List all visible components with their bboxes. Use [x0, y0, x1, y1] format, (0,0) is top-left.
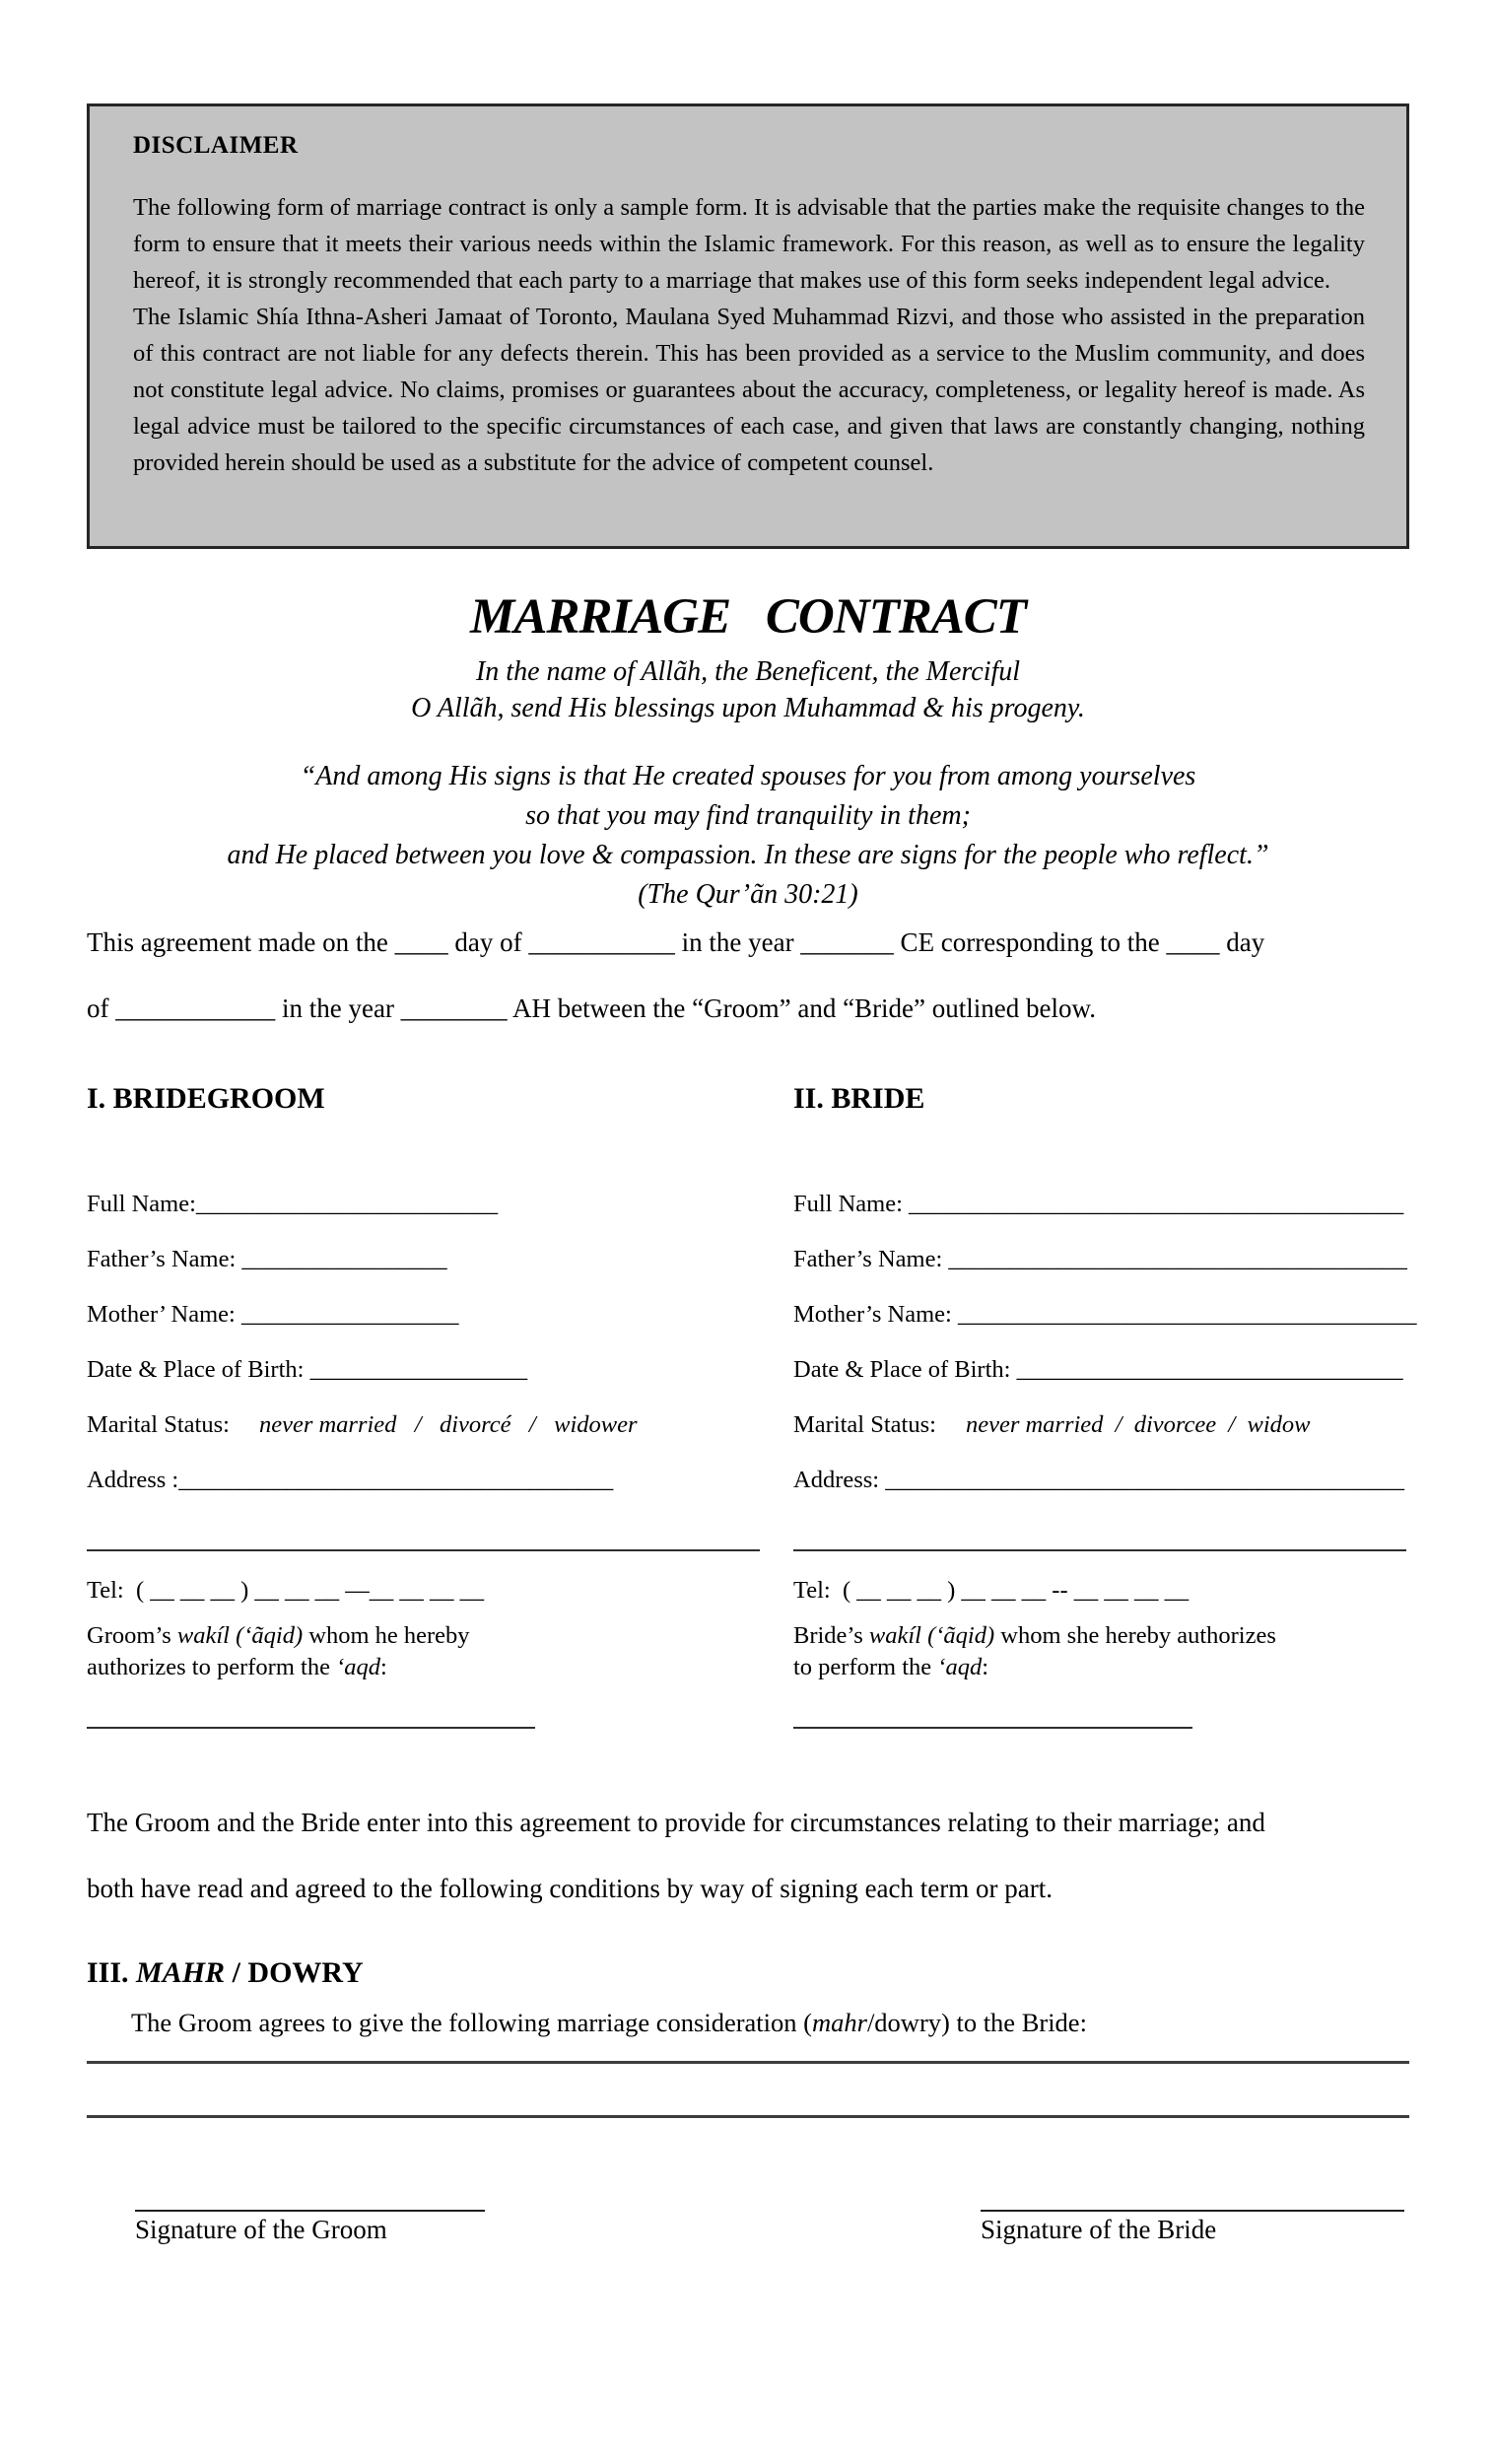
terms-line-2: both have read and agreed to the following conditions by way of signing each term or part. [87, 1874, 1053, 1903]
groom-marital-status-options: never married / divorcé / widower [258, 1411, 638, 1438]
groom-marital-status-label: Marital Status: [87, 1411, 230, 1438]
agreement-intro [87, 926, 1417, 1024]
groom-wakil-term: wakíl (‘ãqid) [176, 1622, 304, 1649]
contract-title: MARRIAGE CONTRACT [470, 589, 1026, 645]
bride-mother-name-blank: ______________________________________ [951, 1301, 1417, 1328]
disclaimer-paragraph-2: The Islamic Shía Ithna-Asheri Jamaat of Toronto, Maulana Syed Muhammad Rizvi, and those who assisted in the preparation of this contract are not liable for any defects therein. This has been provided as a service to the Muslim community, and does not constitute legal advice. No claims, promises or guarantees about the accuracy, completeness, or legality hereof is made. As legal advice must be tailored to the specific circumstances of each case, and given that laws are constantly changing, nothing provided herein should be used as a substitute for the advice of competent counsel. [133, 304, 1365, 476]
groom-father-name-row [87, 1246, 782, 1301]
mahr-subline [131, 2008, 1087, 2038]
mahr-sub-prefix: The Groom agrees to give the following marriage consideration ( [131, 2008, 812, 2037]
quran-quote-source: (The Qur’ãn 30:21) [638, 879, 858, 910]
groom-address-label: Address : [87, 1467, 179, 1493]
bridegroom-heading: I. BRIDEGROOM [87, 1082, 325, 1115]
bride-address-blank: ___________________________________________ [879, 1467, 1404, 1493]
bride-address-row [793, 1467, 1412, 1522]
bride-address-line-2 [793, 1549, 1406, 1551]
groom-signature-label: Signature of the Groom [135, 2215, 387, 2244]
groom-wakil-note [87, 1620, 570, 1683]
bride-signature-block [981, 2180, 1404, 2245]
groom-birth-label: Date & Place of Birth: [87, 1356, 305, 1383]
bride-marital-status-row [793, 1411, 1412, 1467]
quran-quote-block [0, 757, 1496, 915]
groom-birth-blank: __________________ [304, 1356, 528, 1383]
party-headings [87, 1082, 1412, 1122]
mahr-sub-term: mahr [811, 2008, 867, 2037]
bride-signature-label: Signature of the Bride [981, 2215, 1217, 2244]
groom-wakil-prefix: Groom’s [87, 1622, 177, 1649]
mahr-blank-line-2 [87, 2115, 1409, 2118]
mahr-heading-term: MAHR [136, 1956, 226, 1989]
bride-full-name-blank: _________________________________________ [902, 1191, 1404, 1217]
bride-birth-label: Date & Place of Birth: [793, 1356, 1011, 1383]
terms-line-1: The Groom and the Bride enter into this agreement to provide for circumstances relating to their marriage; and [87, 1808, 1265, 1837]
bride-wakil-suffix: : [982, 1654, 989, 1680]
disclaimer-title: DISCLAIMER [133, 132, 299, 159]
bride-full-name-row [793, 1191, 1412, 1246]
bridegroom-section [87, 1191, 782, 1729]
groom-signature-line [135, 2180, 485, 2212]
mahr-sub-suffix: /dowry) to the Bride: [866, 2008, 1087, 2037]
bride-wakil-note [793, 1620, 1276, 1683]
bride-mother-name-label: Mother’s Name: [793, 1301, 952, 1328]
bride-father-name-row [793, 1246, 1412, 1301]
bride-marital-status-options: never married / divorcee / widow [965, 1411, 1311, 1438]
invocation-block [0, 653, 1496, 726]
disclaimer-box [87, 103, 1409, 549]
bride-birth-blank: ________________________________ [1010, 1356, 1403, 1383]
bride-marital-status-label: Marital Status: [793, 1411, 936, 1438]
agreement-intro-line-2: of ____________ in the year ________ AH between the “Groom” and “Bride” outlined below. [87, 993, 1096, 1023]
groom-tel-row: Tel: ( __ __ __ ) __ __ __ —__ __ __ __ [87, 1577, 485, 1604]
invocation-line-2: O Allãh, send His blessings upon Muhammad & his progeny. [411, 693, 1085, 723]
quran-quote-line-3: and He placed between you love & compassion. In these are signs for the people who reflect.” [227, 840, 1269, 870]
groom-father-name-blank: _________________ [236, 1246, 447, 1272]
disclaimer-paragraph-1: The following form of marriage contract is only a sample form. It is advisable that the parties make the requisite changes to the form to ensure that it meets their various needs within the Islamic framework. For this reason, as well as to ensure the legality hereof, it is strongly recommended that each party to a marriage that makes use of this form seeks independent legal advice. [133, 194, 1365, 294]
agreement-intro-line-1: This agreement made on the ____ day of ___________ in the year _______ CE corresponding to the ____ day [87, 927, 1265, 957]
bride-heading: II. BRIDE [793, 1082, 925, 1115]
groom-address-row [87, 1467, 782, 1522]
mahr-heading-number: III. [87, 1956, 137, 1989]
bride-signature-line [981, 2180, 1404, 2212]
bride-wakil-middle: whom she hereby authorizes to perform the [793, 1622, 1276, 1680]
mahr-heading-rest: / DOWRY [225, 1956, 364, 1989]
bride-wakil-prefix: Bride’s [793, 1622, 869, 1649]
groom-wakil-middle: whom he hereby authorizes to perform the [87, 1622, 470, 1680]
quran-quote-line-1: “And among His signs is that He created spouses for you from among yourselves [300, 761, 1196, 791]
groom-address-blank: ____________________________________ [178, 1467, 614, 1493]
groom-full-name-label: Full Name: [87, 1191, 196, 1217]
bride-address-label: Address: [793, 1467, 880, 1493]
bride-father-name-label: Father’s Name: [793, 1246, 943, 1272]
mahr-heading [87, 1956, 364, 1990]
groom-wakil-blank-line [87, 1727, 535, 1729]
groom-aqd-term: ‘aqd [336, 1654, 380, 1680]
groom-marital-status-row [87, 1411, 782, 1467]
groom-full-name-blank: _________________________ [195, 1191, 499, 1217]
groom-full-name-row [87, 1191, 782, 1246]
groom-father-name-label: Father’s Name: [87, 1246, 237, 1272]
bride-father-name-blank: ______________________________________ [942, 1246, 1407, 1272]
groom-signature-block [135, 2180, 485, 2245]
quran-quote-line-2: so that you may find tranquility in them; [525, 800, 971, 831]
bride-birth-row [793, 1356, 1412, 1411]
groom-birth-row [87, 1356, 782, 1411]
groom-mother-name-label: Mother’ Name: [87, 1301, 236, 1328]
groom-wakil-suffix: : [380, 1654, 387, 1680]
bride-full-name-label: Full Name: [793, 1191, 903, 1217]
terms-paragraph [87, 1807, 1417, 1905]
groom-mother-name-row [87, 1301, 782, 1356]
bride-aqd-term: ‘aqd [937, 1654, 983, 1680]
bride-tel-row: Tel: ( __ __ __ ) __ __ __ -- __ __ __ __ [793, 1577, 1190, 1604]
mahr-blank-line-1 [87, 2061, 1409, 2064]
bride-wakil-term: wakíl (‘ãqid) [868, 1622, 995, 1649]
invocation-line-1: In the name of Allãh, the Beneficent, the Merciful [475, 656, 1021, 687]
groom-mother-name-blank: __________________ [235, 1301, 459, 1328]
groom-address-line-2 [87, 1549, 760, 1551]
bride-section [793, 1191, 1417, 1729]
bride-mother-name-row [793, 1301, 1417, 1356]
bride-wakil-blank-line [793, 1727, 1192, 1729]
